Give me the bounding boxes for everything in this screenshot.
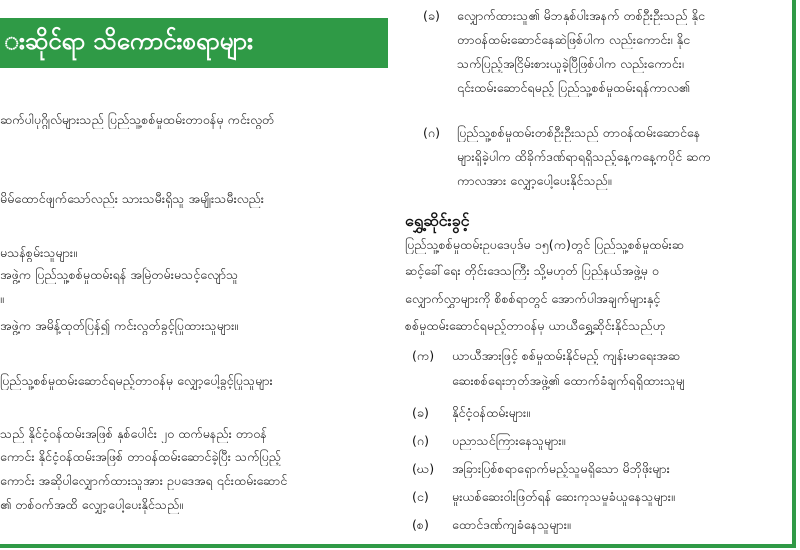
- body-line: စစ်မှုထမ်းဆောင်ရမည့်တာဝန်မှ ယာယီရွှေ့ဆိုင်းနိုင်သည်ဟု: [405, 318, 665, 333]
- list-line: ထောင်ဒဏ်ကျခံနေသူများ။: [452, 517, 571, 532]
- item-line: ကာလအား လျှော့ပေါ့ပေးနိုင်သည်။: [457, 173, 612, 188]
- body-line: ဆင့်ခေါ်ရေး တိုင်းဒေသကြီး သို့မဟုတ် ပြည်နယ်အဖွဲ့မှ ဝ: [405, 263, 659, 278]
- body-line: ကောင်း နိုင်ငံ့ဝန်ထမ်းအဖြစ် တာဝန်ထမ်းဆောင်ခဲ့ပြီး သက်ပြည့်: [0, 449, 281, 464]
- section-title: းဆိုင်ရာ သိကောင်းစရာများ: [4, 27, 254, 55]
- list-line: ယာယီအားဖြင့် စစ်မှုထမ်းနိုင်မည့် ကျန်းမာရေးအဆ: [452, 348, 681, 363]
- body-line: မသန်စွမ်းသူများ။: [0, 245, 77, 260]
- item-line: ၎င်းထမ်းဆောင်ရမည့် ပြည်သူ့စစ်မှုထမ်းရန်ကာလ၏: [457, 80, 690, 95]
- subsection-heading: ရွှေ့ဆိုင်းခွင့်: [405, 211, 470, 230]
- body-line: မိမ်ထောင်ဖျက်သော်လည်း သားသမီးရှိသူ အမျိုးသမီးလည်း: [0, 191, 264, 206]
- list-label: (က): [412, 348, 435, 363]
- list-line: မူးယစ်ဆေးဝါးဖြတ်ရန် ဆေးကုသမှုခံယူနေသူများ။: [452, 489, 675, 504]
- body-line: ဆက်ပါပုဂ္ဂိုလ်များသည် ပြည်သူ့စစ်မှုထမ်းတာဝန်မှ ကင်းလွတ်: [0, 112, 275, 127]
- body-line: ပြည်သူ့စစ်မှုထမ်းဥပဒေပုဒ်မ ၁၅(က)တွင် ပြည်သူ့စစ်မှုထမ်းဆ: [405, 237, 684, 252]
- list-label: (ဃ): [412, 461, 435, 476]
- body-line: ၏ တစ်ဝက်အထိ လျှော့ပေါ့ပေးနိုင်သည်။: [0, 497, 184, 512]
- body-line: အဖွဲ့က ပြည်သူ့စစ်မှုထမ်းရန် အမြဲတမ်းမသင့်လျော်သူ: [0, 267, 239, 282]
- list-line: ဆေးစစ်ရေးဘုတ်အဖွဲ့၏ ထောက်ခံချက်ရရှိထားသူမျ: [452, 373, 685, 388]
- section-title-banner: [0, 18, 388, 68]
- body-line: သည် နိုင်ငံ့ဝန်ထမ်းအဖြစ် နှစ်ပေါင်း ၂၀ ထက်မနည်း တာဝန်: [0, 426, 267, 441]
- left-column: [0, 0, 395, 550]
- body-line: ပြည်သူ့စစ်မှုထမ်းဆောင်ရမည့်တာဝန်မှ လျှော့ပေါ့ခွင့်ပြုသူများ: [0, 373, 273, 388]
- item-line: များရှိခဲ့ပါက ထိခိုက်ဒဏ်ရာရရှိသည့်နေ့ကနေ့ကပိုင် ဆက: [457, 149, 711, 164]
- item-line: လျှောက်ထားသူ၏ မိဘနှစ်ပါးအနက် တစ်ဦးဦးသည် နိုင: [457, 8, 706, 23]
- item-line: သက်ပြည့်အငြိမ်းစားယူခဲ့ပြီဖြစ်ပါက လည်းကောင်း၊: [457, 56, 684, 71]
- list-label: (ခ): [412, 405, 429, 420]
- item-label: (ခ): [423, 8, 440, 23]
- body-line: အဖွဲ့က အမိန့်ထုတ်ပြန်၍ ကင်းလွတ်ခွင့်ပြုထားသူများ။: [0, 318, 239, 333]
- item-line: တာဝန်ထမ်းဆောင်နေဆဲဖြစ်ပါက လည်းကောင်း၊ နိုင: [457, 32, 691, 47]
- list-line: အခြားပြစ်စရာရှောက်မည့်သူမရှိသော မိဘိုဖိုးများ: [452, 461, 670, 476]
- list-label: (င): [412, 489, 429, 504]
- list-label: (စ): [412, 517, 429, 532]
- list-line: နိုင်ငံ့ဝန်ထမ်းများ။: [452, 405, 531, 420]
- body-line: လျှောက်လွှာများကို စိစစ်ရာတွင် အောက်ပါအချက်များနှင့်: [405, 291, 661, 306]
- body-line: ကောင်း အဆိုပါလျှောက်ထားသူအား ဥပဒေအရ ၎င်းထမ်းဆောင်: [0, 473, 288, 488]
- item-line: ပြည်သူ့စစ်မှုထမ်းတစ်ဦးဦးသည် တာဝန်ထမ်းဆောင်နေ: [457, 125, 701, 140]
- list-label: (ဂ): [412, 433, 430, 448]
- item-label: (ဂ): [423, 125, 441, 140]
- list-line: ပညာသင်ကြားနေသူများ။: [452, 433, 566, 448]
- body-line: ။: [0, 291, 4, 306]
